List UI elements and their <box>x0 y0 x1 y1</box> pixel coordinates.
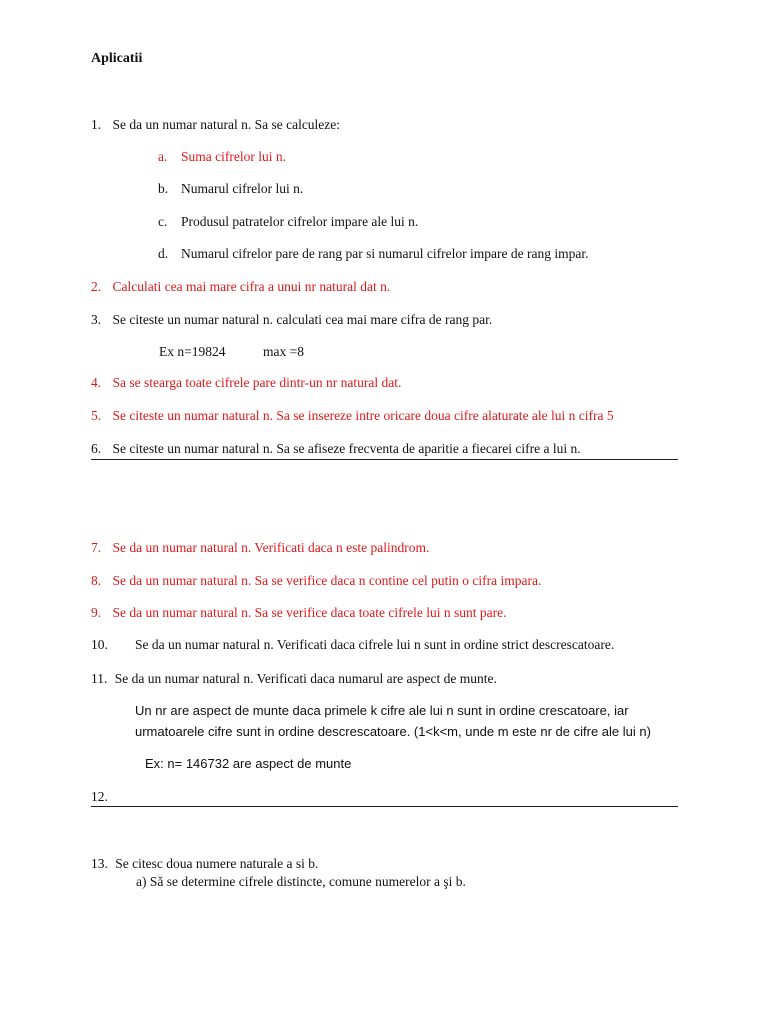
item-text: Se da un numar natural n. Verificati daca numarul are aspect de munte. <box>114 671 497 686</box>
item-text: Numarul cifrelor lui n. <box>181 181 304 196</box>
item-11-example: Ex: n= 146732 are aspect de munte <box>145 756 352 771</box>
item-text: Produsul patratelor cifrelor impare ale lui n. <box>181 214 419 229</box>
list-item-7 <box>91 540 429 556</box>
page-title: Aplicatii <box>91 51 143 66</box>
example-3-value: Ex n=19824 <box>159 344 226 359</box>
item-number: 7. <box>91 540 102 555</box>
item-number: 1. <box>91 117 102 132</box>
item-text: Se da un numar natural n. Verificati daca n este palindrom. <box>112 540 430 555</box>
example-3-max: max =8 <box>263 344 304 359</box>
item-text: Se citeste un numar natural n. Sa se afiseze frecventa de aparitie a fiecarei cifre a lui n. <box>112 441 581 456</box>
item-number: 2. <box>91 279 102 294</box>
item-text: Sa se stearga toate cifrele pare dintr-un nr natural dat. <box>112 375 402 390</box>
list-item-1a <box>158 149 286 165</box>
item-number: d. <box>158 246 169 261</box>
item-text: Se citesc doua numere naturale a si b. <box>115 856 319 871</box>
item-text: Numarul cifrelor pare de rang par si numarul cifrelor impare de rang impar. <box>181 246 589 261</box>
item-text: Se da un numar natural n. Sa se verifice daca toate cifrele lui n sunt pare. <box>112 605 507 620</box>
item-10-text: Se da un numar natural n. Verificati daca cifrele lui n sunt in ordine strict descrescatoare. <box>135 637 615 652</box>
item-number: 11. <box>91 671 108 686</box>
item-text: Calculati cea mai mare cifra a unui nr natural dat n. <box>112 279 391 294</box>
list-item-12 <box>91 789 108 805</box>
item-number: a. <box>158 149 168 164</box>
list-item-3 <box>91 312 492 328</box>
list-item-2 <box>91 279 390 295</box>
item-number: 3. <box>91 312 102 327</box>
item-number: 6. <box>91 441 102 456</box>
item-text: Suma cifrelor lui n. <box>181 149 286 164</box>
item-number: 4. <box>91 375 102 390</box>
divider <box>91 806 678 807</box>
item-number: 8. <box>91 573 102 588</box>
list-item-1 <box>91 117 340 133</box>
list-item-13 <box>91 856 318 872</box>
list-item-1c <box>158 214 418 230</box>
item-number: 12. <box>91 789 108 804</box>
list-item-5 <box>91 408 614 424</box>
item-number: 5. <box>91 408 102 423</box>
list-item-1d <box>158 246 588 262</box>
list-item-4 <box>91 375 401 391</box>
item-text: Se da un numar natural n. Sa se verifice daca n contine cel putin o cifra impara. <box>112 573 542 588</box>
item-text: Se citeste un numar natural n. Sa se insereze intre oricare doua cifre alaturate ale lui n cifra 5 <box>112 408 614 423</box>
item-number: b. <box>158 181 169 196</box>
item-number: 10. <box>91 637 108 652</box>
item-13a: a) Să se determine cifrele distincte, comune numerelor a şi b. <box>136 874 466 889</box>
item-text: Se da un numar natural n. Sa se calculeze: <box>112 117 341 132</box>
list-item-9 <box>91 605 506 621</box>
list-item-10 <box>91 637 108 653</box>
item-number: 9. <box>91 605 102 620</box>
item-number: c. <box>158 214 168 229</box>
item-11-definition-line-2: urmatoarele cifre sunt in ordine descrescatoare. (1<k<m, unde m este nr de cifre ale lui n) <box>135 724 651 739</box>
list-item-1b <box>158 181 303 197</box>
item-number: 13. <box>91 856 108 871</box>
item-11-definition-line-1: Un nr are aspect de munte daca primele k cifre ale lui n sunt in ordine crescatoare, iar <box>135 703 629 718</box>
list-item-8 <box>91 573 541 589</box>
list-item-6 <box>91 441 581 457</box>
item-text: Se citeste un numar natural n. calculati cea mai mare cifra de rang par. <box>112 312 493 327</box>
divider <box>91 459 678 460</box>
list-item-11 <box>91 671 497 687</box>
